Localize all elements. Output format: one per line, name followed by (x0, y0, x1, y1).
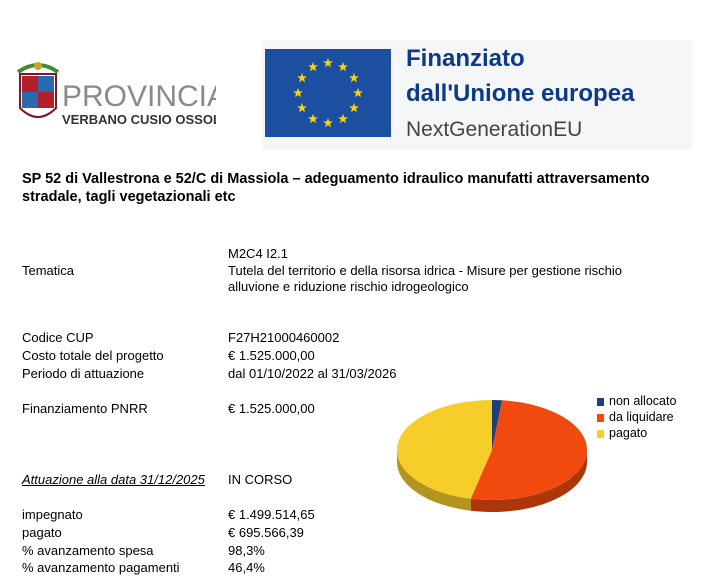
project-title: SP 52 di Vallestrona e 52/C di Massiola – adeguamento idraulico manufatti attraversamento stradale, tagli vegetazionali etc (22, 171, 650, 205)
tematica-line2: alluvione e riduzione rischio idrogeologico (228, 279, 469, 294)
pie-chart (392, 398, 596, 514)
attuazione-label: Attuazione alla data 31/12/2025 (22, 472, 205, 487)
attuazione-status: IN CORSO (228, 472, 293, 487)
provincia-crest-icon (18, 62, 58, 117)
pagato-value: € 695.566,39 (228, 525, 304, 540)
eu-flag-icon (265, 49, 391, 137)
tematica-code: M2C4 I2.1 (228, 246, 288, 261)
costo-value: € 1.525.000,00 (228, 348, 315, 363)
periodo-value: dal 01/10/2022 al 31/03/2026 (228, 366, 397, 381)
pnrr-label: Finanziamento PNRR (22, 401, 148, 416)
cup-label: Codice CUP (22, 330, 94, 345)
tematica-label: Tematica (22, 263, 75, 278)
eu-subtitle: NextGenerationEU (406, 118, 583, 141)
legend-item-pagato (597, 426, 647, 441)
tematica-line1: Tutela del territorio e della risorsa idrica - Misure per gestione rischio (228, 263, 623, 278)
provincia-subname: VERBANO CUSIO OSSOLA (62, 112, 216, 127)
periodo-label: Periodo di attuazione (22, 366, 145, 381)
pagato-label: pagato (22, 525, 62, 540)
eu-title-line1: Finanziato (406, 45, 525, 72)
legend-swatch-da-liquidare (597, 414, 604, 422)
provincia-logo (16, 62, 216, 128)
legend-swatch-pagato (597, 430, 604, 438)
legend-label-non-allocato: non allocato (609, 394, 677, 408)
eu-title-line2: dall'Unione europea (406, 80, 635, 107)
pnrr-value: € 1.525.000,00 (228, 401, 315, 416)
spesa-value: 98,3% (228, 543, 265, 558)
legend-label-pagato: pagato (609, 426, 648, 440)
pagamenti-value: 46,4% (228, 560, 265, 575)
provincia-name: PROVINCIA (62, 80, 216, 113)
legend-swatch-non-allocato (597, 398, 604, 406)
legend-label-da-liquidare: da liquidare (609, 410, 674, 424)
impegnato-value: € 1.499.514,65 (228, 507, 315, 522)
pagamenti-label: % avanzamento pagamenti (22, 560, 180, 575)
legend-item-da-liquidare (597, 410, 674, 425)
impegnato-label: impegnato (22, 507, 83, 522)
cup-value: F27H21000460002 (228, 330, 340, 345)
legend-item-non-allocato (597, 394, 676, 409)
costo-label: Costo totale del progetto (22, 348, 164, 363)
spesa-label: % avanzamento spesa (22, 543, 154, 558)
